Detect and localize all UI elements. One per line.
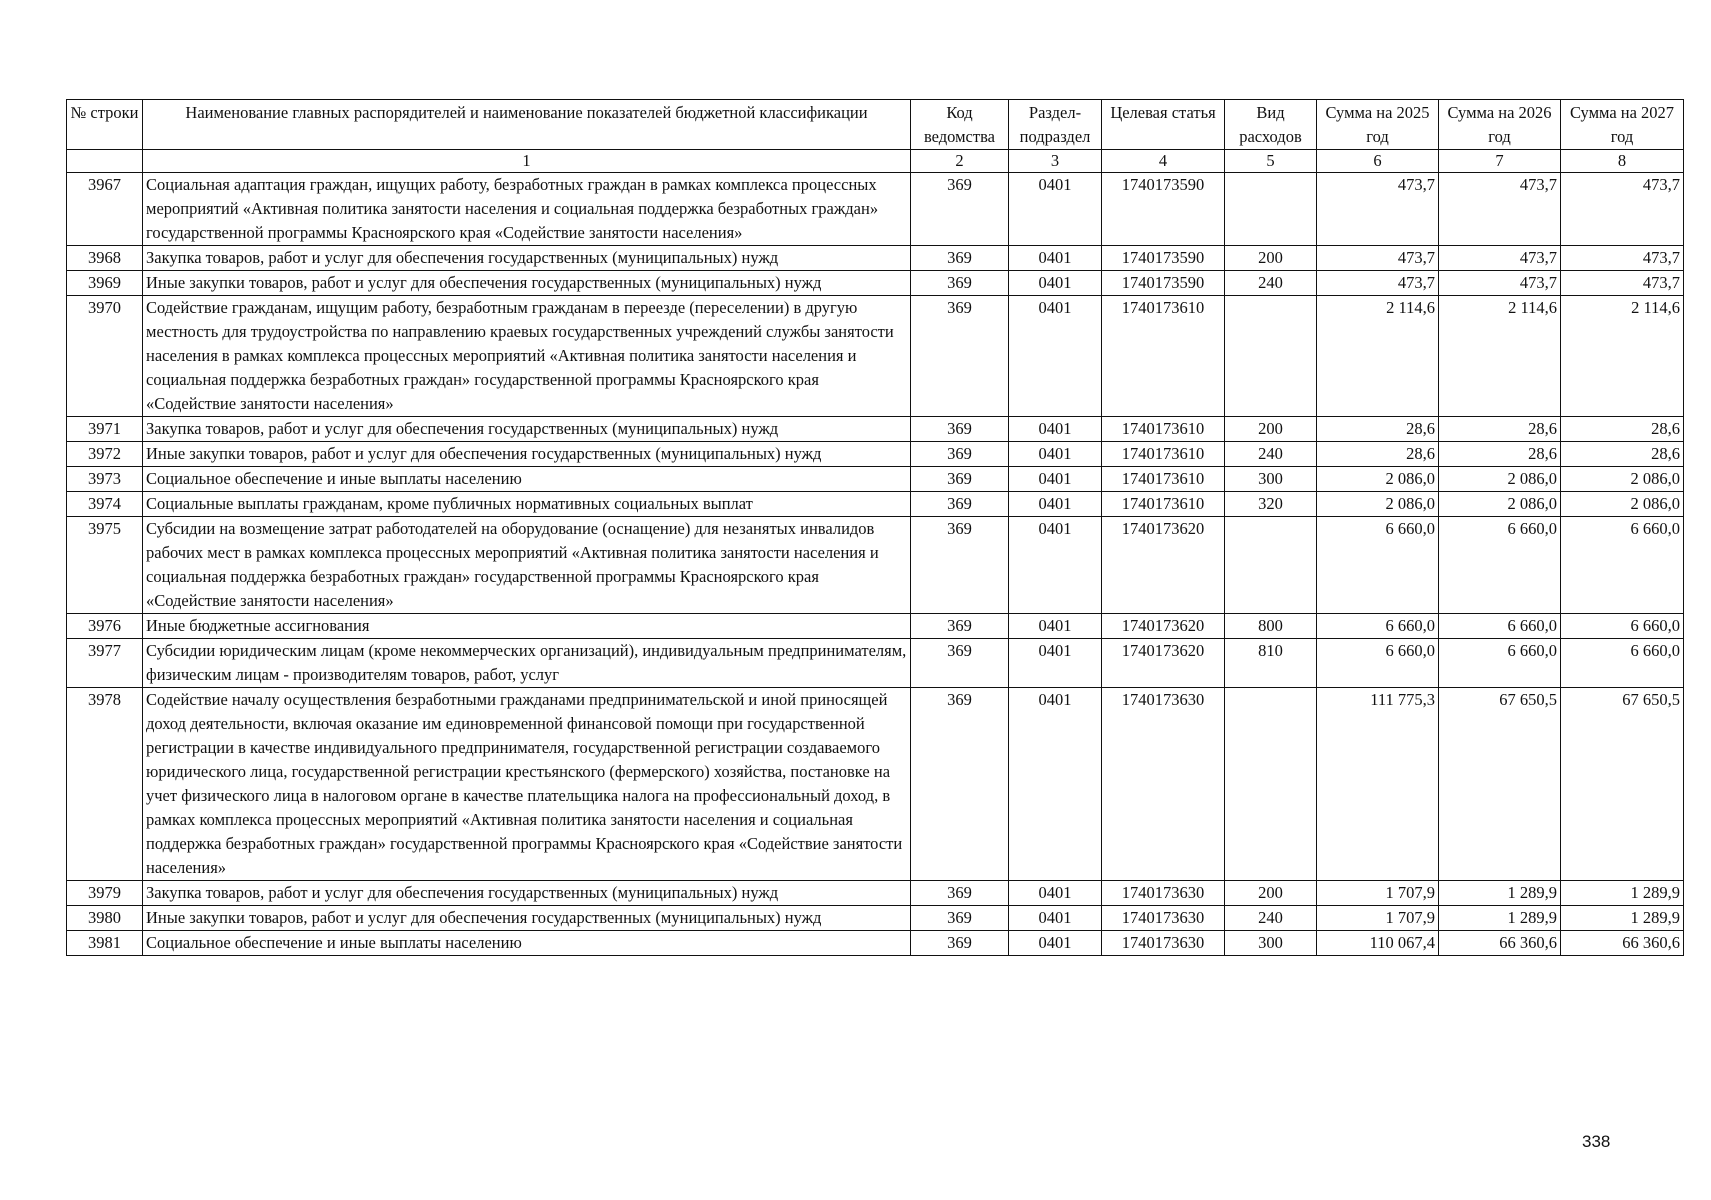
sum-2027: 473,7 <box>1561 271 1684 296</box>
target-article: 1740173610 <box>1102 296 1225 417</box>
sum-2026: 2 086,0 <box>1439 467 1561 492</box>
row-number: 3973 <box>67 467 143 492</box>
expense-type: 200 <box>1225 246 1317 271</box>
header-row-number: № строки <box>67 100 143 150</box>
row-name: Иные закупки товаров, работ и услуг для обеспечения государственных (муниципальных) нужд <box>143 906 911 931</box>
column-number <box>67 150 143 173</box>
sum-2025: 473,7 <box>1317 271 1439 296</box>
table-row <box>67 296 1684 417</box>
row-number: 3974 <box>67 492 143 517</box>
sum-2026: 28,6 <box>1439 417 1561 442</box>
sum-2025: 2 086,0 <box>1317 467 1439 492</box>
sum-2026: 473,7 <box>1439 246 1561 271</box>
target-article: 1740173620 <box>1102 614 1225 639</box>
row-name: Закупка товаров, работ и услуг для обеспечения государственных (муниципальных) нужд <box>143 246 911 271</box>
sum-2025: 1 707,9 <box>1317 881 1439 906</box>
row-number: 3978 <box>67 688 143 881</box>
sum-2025: 473,7 <box>1317 173 1439 246</box>
row-name: Закупка товаров, работ и услуг для обеспечения государственных (муниципальных) нужд <box>143 881 911 906</box>
section-code: 0401 <box>1009 296 1102 417</box>
header-sum-2025: Сумма на 2025 год <box>1317 100 1439 150</box>
row-name: Закупка товаров, работ и услуг для обеспечения государственных (муниципальных) нужд <box>143 417 911 442</box>
department-code: 369 <box>911 271 1009 296</box>
expense-type: 240 <box>1225 271 1317 296</box>
section-code: 0401 <box>1009 271 1102 296</box>
sum-2027: 28,6 <box>1561 417 1684 442</box>
row-name: Социальные выплаты гражданам, кроме публичных нормативных социальных выплат <box>143 492 911 517</box>
table-row <box>67 467 1684 492</box>
row-number: 3976 <box>67 614 143 639</box>
sum-2026: 6 660,0 <box>1439 517 1561 614</box>
header-department-code: Код ведомства <box>911 100 1009 150</box>
section-code: 0401 <box>1009 246 1102 271</box>
expense-type <box>1225 173 1317 246</box>
target-article: 1740173590 <box>1102 173 1225 246</box>
sum-2026: 473,7 <box>1439 173 1561 246</box>
sum-2027: 2 086,0 <box>1561 467 1684 492</box>
section-code: 0401 <box>1009 614 1102 639</box>
sum-2025: 473,7 <box>1317 246 1439 271</box>
row-number: 3968 <box>67 246 143 271</box>
table-row <box>67 614 1684 639</box>
sum-2027: 2 114,6 <box>1561 296 1684 417</box>
header-sum-2026: Сумма на 2026 год <box>1439 100 1561 150</box>
row-number: 3970 <box>67 296 143 417</box>
column-number: 2 <box>911 150 1009 173</box>
department-code: 369 <box>911 246 1009 271</box>
sum-2027: 6 660,0 <box>1561 639 1684 688</box>
sum-2027: 1 289,9 <box>1561 881 1684 906</box>
expense-type <box>1225 517 1317 614</box>
column-number: 3 <box>1009 150 1102 173</box>
expense-type: 810 <box>1225 639 1317 688</box>
target-article: 1740173610 <box>1102 442 1225 467</box>
expense-type: 300 <box>1225 931 1317 956</box>
department-code: 369 <box>911 517 1009 614</box>
department-code: 369 <box>911 688 1009 881</box>
target-article: 1740173630 <box>1102 881 1225 906</box>
section-code: 0401 <box>1009 417 1102 442</box>
sum-2025: 28,6 <box>1317 417 1439 442</box>
sum-2025: 6 660,0 <box>1317 614 1439 639</box>
table-row <box>67 173 1684 246</box>
department-code: 369 <box>911 931 1009 956</box>
row-number: 3972 <box>67 442 143 467</box>
row-name: Иные закупки товаров, работ и услуг для обеспечения государственных (муниципальных) нужд <box>143 271 911 296</box>
expense-type: 240 <box>1225 906 1317 931</box>
table-body <box>67 173 1684 956</box>
section-code: 0401 <box>1009 639 1102 688</box>
sum-2026: 2 114,6 <box>1439 296 1561 417</box>
row-number: 3967 <box>67 173 143 246</box>
section-code: 0401 <box>1009 688 1102 881</box>
sum-2025: 6 660,0 <box>1317 517 1439 614</box>
header-target-article: Целевая статья <box>1102 100 1225 150</box>
sum-2025: 1 707,9 <box>1317 906 1439 931</box>
sum-2026: 6 660,0 <box>1439 614 1561 639</box>
sum-2025: 110 067,4 <box>1317 931 1439 956</box>
section-code: 0401 <box>1009 173 1102 246</box>
sum-2026: 2 086,0 <box>1439 492 1561 517</box>
row-number: 3981 <box>67 931 143 956</box>
expense-type <box>1225 688 1317 881</box>
expense-type: 200 <box>1225 417 1317 442</box>
target-article: 1740173610 <box>1102 417 1225 442</box>
target-article: 1740173630 <box>1102 906 1225 931</box>
column-number: 6 <box>1317 150 1439 173</box>
table-row <box>67 271 1684 296</box>
expense-type: 240 <box>1225 442 1317 467</box>
section-code: 0401 <box>1009 931 1102 956</box>
expense-type: 800 <box>1225 614 1317 639</box>
header-name: Наименование главных распорядителей и наименование показателей бюджетной классификации <box>143 100 911 150</box>
sum-2027: 6 660,0 <box>1561 614 1684 639</box>
sum-2025: 2 114,6 <box>1317 296 1439 417</box>
sum-2025: 6 660,0 <box>1317 639 1439 688</box>
row-number: 3975 <box>67 517 143 614</box>
target-article: 1740173590 <box>1102 246 1225 271</box>
target-article: 1740173620 <box>1102 517 1225 614</box>
row-name: Субсидии юридическим лицам (кроме некоммерческих организаций), индивидуальным предпринимателям, физическим лицам - производителям товаров, работ, услуг <box>143 639 911 688</box>
sum-2026: 1 289,9 <box>1439 881 1561 906</box>
target-article: 1740173630 <box>1102 688 1225 881</box>
row-number: 3977 <box>67 639 143 688</box>
table-row <box>67 517 1684 614</box>
row-name: Социальное обеспечение и иные выплаты населению <box>143 467 911 492</box>
expense-type <box>1225 296 1317 417</box>
sum-2026: 28,6 <box>1439 442 1561 467</box>
table-row <box>67 442 1684 467</box>
department-code: 369 <box>911 442 1009 467</box>
expense-type: 320 <box>1225 492 1317 517</box>
row-name: Социальная адаптация граждан, ищущих работу, безработных граждан в рамках комплекса процессных мероприятий «Активная политика занятости населения и социальная поддержка безработных граждан» государственной программы Красноярского края «Содействие занятости населения» <box>143 173 911 246</box>
department-code: 369 <box>911 417 1009 442</box>
table-row <box>67 492 1684 517</box>
table-row <box>67 417 1684 442</box>
target-article: 1740173630 <box>1102 931 1225 956</box>
department-code: 369 <box>911 492 1009 517</box>
department-code: 369 <box>911 906 1009 931</box>
row-name: Субсидии на возмещение затрат работодателей на оборудование (оснащение) для незанятых инвалидов рабочих мест в рамках комплекса процессных мероприятий «Активная политика занятости населения и социальная поддержка безработных граждан» государственной программы Красноярского края «Содействие занятости населения» <box>143 517 911 614</box>
department-code: 369 <box>911 614 1009 639</box>
department-code: 369 <box>911 173 1009 246</box>
row-name: Социальное обеспечение и иные выплаты населению <box>143 931 911 956</box>
department-code: 369 <box>911 639 1009 688</box>
sum-2027: 28,6 <box>1561 442 1684 467</box>
department-code: 369 <box>911 296 1009 417</box>
sum-2026: 1 289,9 <box>1439 906 1561 931</box>
sum-2026: 473,7 <box>1439 271 1561 296</box>
sum-2025: 2 086,0 <box>1317 492 1439 517</box>
sum-2025: 111 775,3 <box>1317 688 1439 881</box>
sum-2027: 473,7 <box>1561 173 1684 246</box>
sum-2026: 67 650,5 <box>1439 688 1561 881</box>
row-name: Содействие началу осуществления безработными гражданами предпринимательской и иной приносящей доход деятельности, включая оказание им единовременной финансовой помощи при государственной регистрации в качестве индивидуального предпринимателя, государственной регистрации создаваемого юридического лица, государственной регистрации крестьянского (фермерского) хозяйства, постановке на учет физического лица в налоговом органе в качестве плательщика налога на профессиональный доход, в рамках комплекса процессных мероприятий «Активная политика занятости населения и социальная поддержка безработных граждан» государственной программы Красноярского края «Содействие занятости населения» <box>143 688 911 881</box>
column-number: 1 <box>143 150 911 173</box>
sum-2027: 2 086,0 <box>1561 492 1684 517</box>
column-numbers-row <box>67 150 1684 173</box>
sum-2026: 6 660,0 <box>1439 639 1561 688</box>
section-code: 0401 <box>1009 467 1102 492</box>
target-article: 1740173590 <box>1102 271 1225 296</box>
column-number: 5 <box>1225 150 1317 173</box>
target-article: 1740173610 <box>1102 492 1225 517</box>
section-code: 0401 <box>1009 906 1102 931</box>
budget-table <box>66 99 1684 956</box>
sum-2027: 66 360,6 <box>1561 931 1684 956</box>
target-article: 1740173610 <box>1102 467 1225 492</box>
header-sum-2027: Сумма на 2027 год <box>1561 100 1684 150</box>
row-number: 3969 <box>67 271 143 296</box>
header-section: Раздел-подраздел <box>1009 100 1102 150</box>
expense-type: 200 <box>1225 881 1317 906</box>
row-number: 3980 <box>67 906 143 931</box>
department-code: 369 <box>911 881 1009 906</box>
section-code: 0401 <box>1009 492 1102 517</box>
sum-2027: 1 289,9 <box>1561 906 1684 931</box>
table-row <box>67 881 1684 906</box>
sum-2025: 28,6 <box>1317 442 1439 467</box>
header-expense-type: Вид расходов <box>1225 100 1317 150</box>
table-row <box>67 931 1684 956</box>
section-code: 0401 <box>1009 517 1102 614</box>
row-number: 3979 <box>67 881 143 906</box>
page-number: 338 <box>1582 1132 1611 1151</box>
sum-2027: 6 660,0 <box>1561 517 1684 614</box>
section-code: 0401 <box>1009 881 1102 906</box>
department-code: 369 <box>911 467 1009 492</box>
column-number: 4 <box>1102 150 1225 173</box>
column-number: 7 <box>1439 150 1561 173</box>
column-number: 8 <box>1561 150 1684 173</box>
sum-2027: 67 650,5 <box>1561 688 1684 881</box>
sum-2026: 66 360,6 <box>1439 931 1561 956</box>
table-row <box>67 246 1684 271</box>
table-row <box>67 688 1684 881</box>
row-name: Иные закупки товаров, работ и услуг для обеспечения государственных (муниципальных) нужд <box>143 442 911 467</box>
target-article: 1740173620 <box>1102 639 1225 688</box>
table-row <box>67 906 1684 931</box>
section-code: 0401 <box>1009 442 1102 467</box>
sum-2027: 473,7 <box>1561 246 1684 271</box>
row-name: Содействие гражданам, ищущим работу, безработным гражданам в переезде (переселении) в другую местность для трудоустройства по направлению краевых государственных учреждений службы занятости населения в рамках комплекса процессных мероприятий «Активная политика занятости населения и социальная поддержка безработных граждан» государственной программы Красноярского края «Содействие занятости населения» <box>143 296 911 417</box>
row-name: Иные бюджетные ассигнования <box>143 614 911 639</box>
row-number: 3971 <box>67 417 143 442</box>
table-row <box>67 639 1684 688</box>
header-row <box>67 100 1684 150</box>
expense-type: 300 <box>1225 467 1317 492</box>
